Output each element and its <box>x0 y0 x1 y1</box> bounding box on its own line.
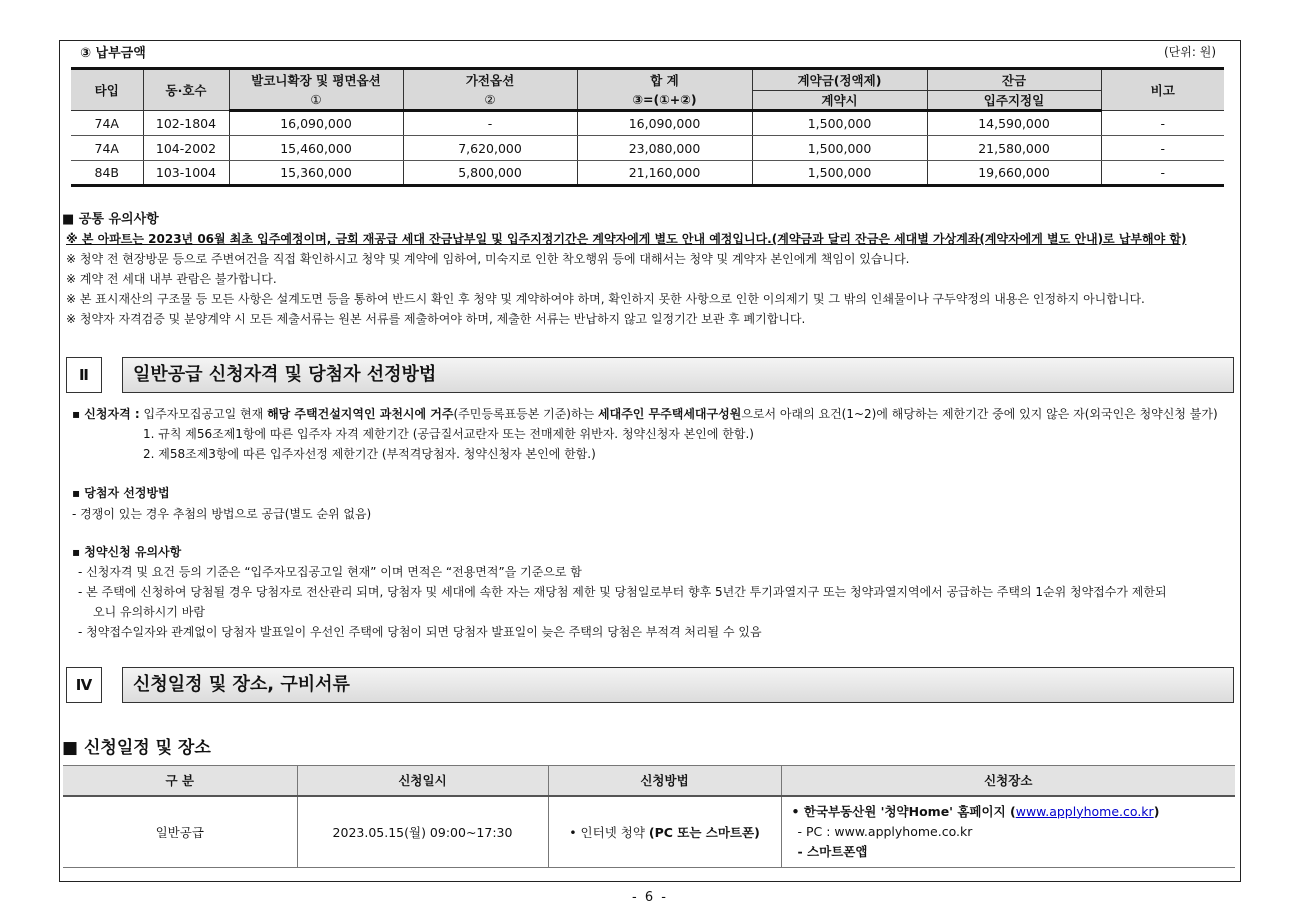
schedule-method <box>548 796 781 868</box>
schedule-header-method: 신청방법 <box>548 766 781 796</box>
section2-title: 일반공급 신청자격 및 당첨자 선정방법 <box>122 357 1234 393</box>
place-line-1 <box>792 802 1236 822</box>
caution-title: ▪ 청약신청 유의사항 <box>72 545 182 559</box>
header-balance: 잔금 <box>927 69 1101 91</box>
caution-item-2: - 본 주택에 신청하여 당첨될 경우 당첨자로 전산관리 되며, 당첨자 및 세대에 속한 자는 재당첨 제한 및 당첨일로부터 향후 5년간 투기과열지구 또는 청약과열지역에서 공급하는 주택의 1순위 청약접수가 제한되 <box>78 585 1167 599</box>
header-remark: 비고 <box>1101 69 1224 111</box>
header-unit-no: 동·호수 <box>143 69 229 111</box>
table-cell: 14,590,000 <box>927 111 1101 136</box>
caution-item-1: - 신청자격 및 요건 등의 기준은 “입주자모집공고일 현재” 이며 면적은 “전용면적”을 기준으로 함 <box>78 565 582 579</box>
place-line-2: - PC : www.applyhome.co.kr <box>797 823 973 839</box>
table-cell: - <box>1101 136 1224 161</box>
header-appliance: 가전옵션 <box>403 69 577 91</box>
common-note-2: ※ 청약 전 현장방문 등으로 주변여건을 직접 확인하시고 청약 및 계약에 임하여, 미숙지로 인한 착오행위 등에 대해서는 청약 및 계약자 본인에게 책임이 있습니다. <box>66 252 910 266</box>
common-note-4: ※ 본 표시재산의 구조물 등 모든 사항은 설계도면 등을 통하여 반드시 확인 후 청약 및 계약하여야 하며, 확인하지 못한 사항으로 인한 이의제기 및 그 밖의 인쇄물이나 구두약정의 내용은 인정하지 아니합니다. <box>66 292 1145 306</box>
table-cell: 1,500,000 <box>752 111 927 136</box>
schedule-row <box>63 796 1235 868</box>
qualification-label: ▪ 신청자격 : <box>72 407 140 421</box>
schedule-header-kind: 구 분 <box>63 766 297 796</box>
table-cell: 102-1804 <box>143 111 229 136</box>
table-cell: - <box>1101 161 1224 186</box>
common-note-3: ※ 계약 전 세대 내부 관람은 불가합니다. <box>66 272 277 286</box>
place-line-3: - 스마트폰앱 <box>797 843 868 859</box>
table-cell: 7,620,000 <box>403 136 577 161</box>
header-balcony-sub: ① <box>229 91 403 111</box>
table-cell: 104-2002 <box>143 136 229 161</box>
header-balance-sub: 입주지정일 <box>927 91 1101 111</box>
schedule-header-datetime: 신청일시 <box>297 766 548 796</box>
place-line-1-b: ) <box>1153 803 1160 819</box>
table-cell: 5,800,000 <box>403 161 577 186</box>
qualification-line <box>72 405 1218 422</box>
qualification-text-a: 입주자모집공고일 현재 <box>143 407 264 421</box>
common-title: ■ 공통 유의사항 <box>62 212 159 227</box>
table-cell: 74A <box>71 136 143 161</box>
qualification-item-2: 2. 제58조제3항에 따른 입주자선정 제한기간 (부적격당첨자. 청약신청자 본인에 한함.) <box>143 447 596 461</box>
table-cell: - <box>1101 111 1224 136</box>
place-line-1-a: • 한국부동산원 '청약Home' 홈페이지 ( <box>791 803 1016 819</box>
table-cell: 15,360,000 <box>229 161 403 186</box>
section4-title: 신청일정 및 장소, 구비서류 <box>122 667 1234 703</box>
schedule-title: ■ 신청일정 및 장소 <box>62 738 211 758</box>
header-balcony: 발코니확장 및 평면옵션 <box>229 69 403 91</box>
header-deposit-sub: 계약시 <box>752 91 927 111</box>
header-appliance-sub: ② <box>403 91 577 111</box>
header-total: 합 계 <box>577 69 752 91</box>
schedule-header-place: 신청장소 <box>781 766 1235 796</box>
common-note-1: ※ 본 아파트는 2023년 06월 최초 입주예정이며, 금회 재공급 세대 잔금납부일 및 입주지정기간은 계약자에게 별도 안내 예정입니다.(계약금과 달리 잔금은 세대별 가상계좌(계약자에게 별도 안내)로 납부해야 함) <box>66 232 1187 246</box>
table-cell: 23,080,000 <box>577 136 752 161</box>
table-cell: 21,160,000 <box>577 161 752 186</box>
payment-title: ③ 납부금액 <box>80 46 146 61</box>
qualification-text-c: (주민등록표등본 기준)하는 <box>453 407 595 421</box>
schedule-datetime: 2023.05.15(월) 09:00~17:30 <box>297 796 548 868</box>
table-cell: 15,460,000 <box>229 136 403 161</box>
schedule-table <box>63 765 1235 868</box>
section4-number: Ⅳ <box>66 667 102 703</box>
table-row <box>71 136 1224 161</box>
qualification-text-b: 해당 주택건설지역인 과천시에 거주 <box>267 407 454 421</box>
table-row <box>71 111 1224 136</box>
section2-number: Ⅱ <box>66 357 102 393</box>
table-cell: 16,090,000 <box>229 111 403 136</box>
caution-item-2-cont: 오니 유의하시기 바람 <box>93 605 205 619</box>
table-cell: - <box>403 111 577 136</box>
qualification-text-e: 으로서 아래의 요건(1~2)에 해당하는 제한기간 중에 있지 않은 자(외국인은 청약신청 불가) <box>741 407 1218 421</box>
qualification-item-1: 1. 규칙 제56조제1항에 따른 입주자 자격 제한기간 (공급질서교란자 또는 전매제한 위반자. 청약신청자 본인에 한함.) <box>143 427 754 441</box>
table-cell: 1,500,000 <box>752 161 927 186</box>
table-cell: 19,660,000 <box>927 161 1101 186</box>
table-cell: 84B <box>71 161 143 186</box>
qualification-text-d: 세대주인 무주택세대구성원 <box>598 407 742 421</box>
common-note-5: ※ 청약자 자격검증 및 분양계약 시 모든 제출서류는 원본 서류를 제출하여야 하며, 제출한 서류는 반납하지 않고 일정기간 보관 후 폐기합니다. <box>66 312 806 326</box>
table-cell: 21,580,000 <box>927 136 1101 161</box>
schedule-method-prefix: • 인터넷 청약 <box>569 824 649 840</box>
page-number: - 6 - <box>632 890 668 905</box>
schedule-method-bold: (PC 또는 스마트폰) <box>648 824 760 840</box>
table-cell: 16,090,000 <box>577 111 752 136</box>
winner-title: ▪ 당첨자 선정방법 <box>72 486 170 500</box>
table-row <box>71 161 1224 186</box>
caution-item-3: - 청약접수일자와 관계없이 당첨자 발표일이 우선인 주택에 당첨이 되면 당첨자 발표일이 늦은 주택의 당첨은 부적격 처리될 수 있음 <box>78 625 762 639</box>
header-deposit: 계약금(정액제) <box>752 69 927 91</box>
table-cell: 1,500,000 <box>752 136 927 161</box>
schedule-place <box>781 796 1235 868</box>
payment-unit: (단위: 원) <box>1164 45 1216 59</box>
header-type: 타입 <box>71 69 143 111</box>
table-cell: 74A <box>71 111 143 136</box>
applyhome-link[interactable]: www.applyhome.co.kr <box>1015 803 1154 819</box>
winner-text: - 경쟁이 있는 경우 추첨의 방법으로 공급(별도 순위 없음) <box>72 507 372 521</box>
payment-table <box>71 67 1224 187</box>
table-cell: 103-1004 <box>143 161 229 186</box>
header-total-sub: ③=(①+②) <box>577 91 752 111</box>
schedule-kind: 일반공급 <box>63 796 297 868</box>
